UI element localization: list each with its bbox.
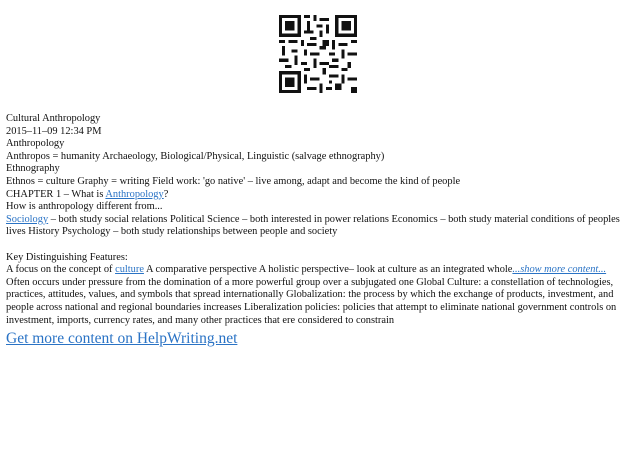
line-anthropology: Anthropology	[6, 138, 65, 150]
chapter-prefix: CHAPTER 1 – What is	[6, 188, 106, 200]
document-body	[6, 113, 632, 327]
paragraph-globalization: Often occurs under pressure from the domination of a more powerful group over a subjugated one Global Culture: a constellation of technologies, practices, attitudes, values, and symbols that spread internationally Globalization: the process by which the exchange of products, investment, and people across national and regional boundaries increases Liberalization policies: policies that attempt to eliminate national government controls on investment, imports, currency rates, and many other practices that ere considered to constrain	[6, 276, 617, 326]
line-ethnos: Ethnos = culture Graphy = writing Field work: 'go native' – live among, adapt and become the kind of people	[6, 175, 461, 187]
paragraph-comparisons	[6, 214, 632, 239]
anthropology-link[interactable]: Anthropology	[105, 188, 164, 200]
doc-title: Cultural Anthropology	[6, 113, 101, 124]
culture-link[interactable]: culture	[115, 264, 144, 276]
chapter-heading	[6, 189, 632, 202]
line-anthropos: Anthropos = humanity Archaeology, Biological/Physical, Linguistic (salvage ethnography)	[6, 150, 385, 162]
features-start: A focus on the concept of	[6, 264, 116, 276]
get-more-content-link[interactable]: Get more content on HelpWriting.net	[6, 330, 238, 347]
features-mid: A comparative perspective A holistic perspective– look at culture as an integrated whole	[143, 264, 513, 276]
paragraph-comparisons-text: – both study social relations Political Science – both interested in power relations Economics – both study material conditions of peoples lives History Psychology – both study relationships between people and society	[6, 213, 620, 238]
doc-timestamp: 2015–11–09 12:34 PM	[6, 125, 102, 137]
line-ethnography: Ethnography	[6, 163, 60, 175]
key-features-heading: Key Distinguishing Features:	[6, 251, 128, 263]
chapter-suffix: ?	[163, 188, 169, 200]
line-how-different: How is anthropology different from...	[6, 201, 163, 213]
paragraph-features	[6, 264, 632, 277]
sociology-link[interactable]: Sociology	[6, 213, 49, 225]
qr-code-icon	[279, 15, 357, 93]
show-more-link[interactable]: ...show more content...	[512, 264, 607, 276]
